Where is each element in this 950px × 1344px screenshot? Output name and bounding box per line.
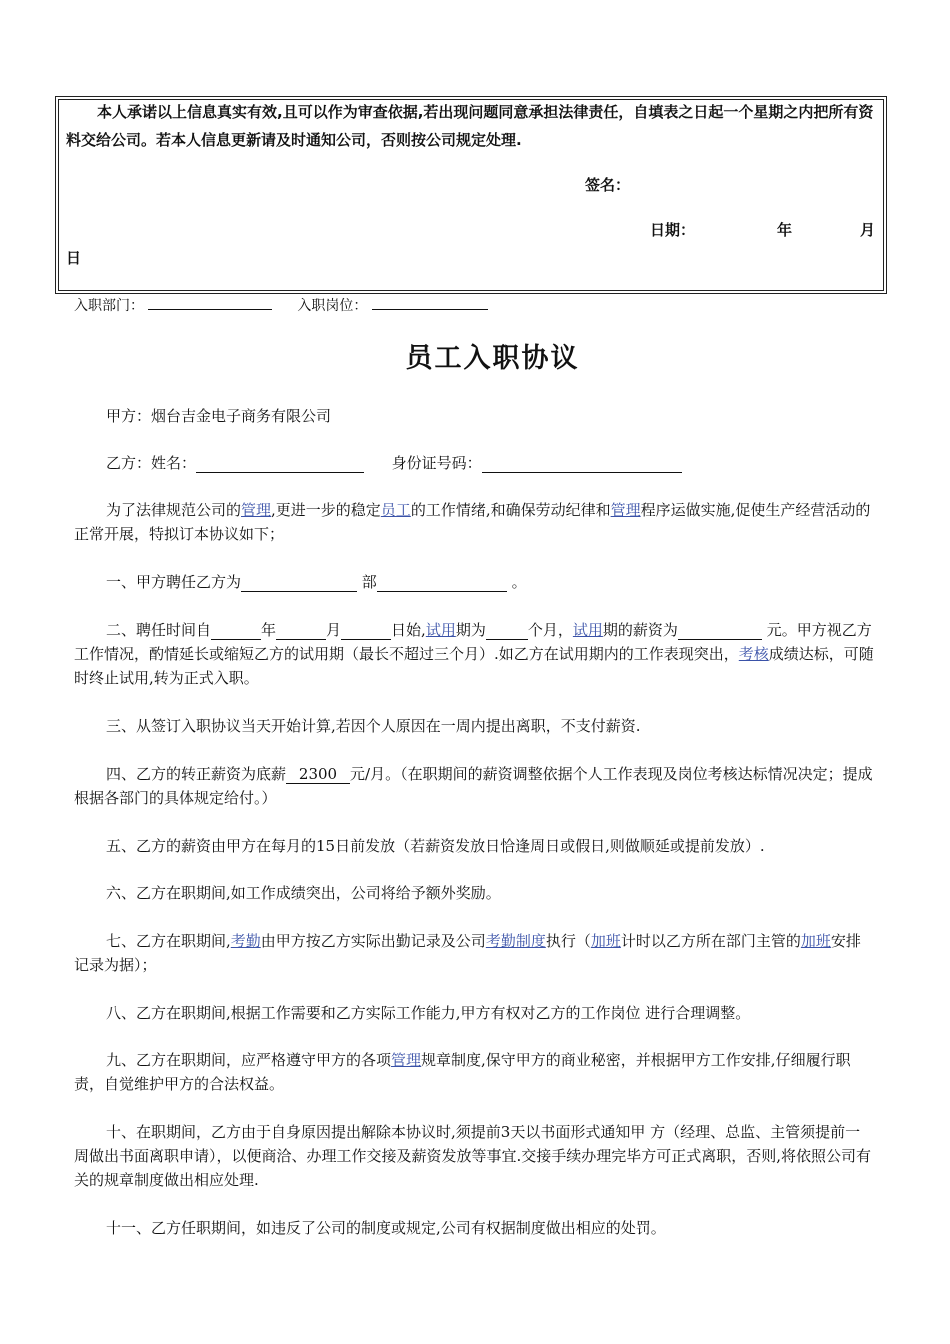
link-probation-1[interactable]: 试用 [425,621,456,639]
clause-4 [74,762,874,810]
clause-1-dept: 部 [361,573,377,591]
party-b [74,451,874,475]
intro-text-2: ,更进一步的稳定 [271,501,381,519]
clause-2-months-blank[interactable] [486,621,528,640]
link-attendance-policy[interactable]: 考勤制度 [485,932,546,950]
clause-4-text-b: 元/月。（在职期间的薪资调整依据个人工作表现及岗位考核达标情况决定；提成根据各部门的具体规定给付。） [74,765,873,807]
clause-2-text-b: 期为 [455,621,486,639]
clause-2-text-f: 成绩达标，可随时终止试用,转为正式入职。 [74,645,874,687]
clause-8: 八、乙方在职期间,根据工作需要和乙方实际工作能力,甲方有权对乙方的工作岗位 进行合理调整。 [106,1004,751,1022]
position-label: 入职岗位： [297,298,368,314]
link-management-3[interactable]: 管理 [391,1051,422,1069]
clause-2-salary-blank[interactable] [678,621,762,640]
clause-2-day: 日始, [391,621,426,639]
date-label: 日期： [650,221,696,239]
link-attendance[interactable]: 考勤 [230,932,261,950]
clause-4-salary[interactable]: 2300 [286,765,350,784]
clause-7-text-a: 七、乙方在职期间, [106,932,231,950]
link-management-1[interactable]: 管理 [241,501,272,519]
intro-text-3: 的工作情绪,和确保劳动纪律和 [410,501,611,519]
date-day-label: 日 [66,249,82,267]
clause-6: 六、乙方在职期间,如工作成绩突出，公司将给予额外奖励。 [106,884,501,902]
clause-9-text-b: 规章制度,保守甲方的商业秘密，并根据甲方工作安排,仔细履行职责，自觉维护甲方的合法权益。 [74,1051,851,1093]
clause-9 [74,1048,874,1096]
clause-9-text-a: 九、乙方在职期间，应严格遵守甲方的各项 [106,1051,392,1069]
clause-2-text-c: 个月， [527,621,573,639]
clause-2-year-blank[interactable] [211,621,261,640]
clause-1-text: 一、甲方聘任乙方为 [106,573,242,591]
intro-text-1: 为了法律规范公司的 [106,501,242,519]
dept-label: 入职部门： [74,298,144,314]
clause-2-text-e: 元。甲方视乙方工作情况，酌情延长或缩短乙方的试用期（最长不超过三个月）.如乙方在试用期内的工作表现突出， [74,621,872,663]
clause-2-day-blank[interactable] [341,621,391,640]
party-b-id-label: 身份证号码： [391,454,482,472]
clause-10: 十、在职期间，乙方由于自身原因提出解除本协议时,须提前3天以书面形式通知甲 方（经理、总监、主管须提前一周做出书面离职申请），以便商洽、办理工作交接及薪资发放等事宜.交接手续办理完毕方可正式离职，否则,将依照公司有关的规章制度做出相应处理. [74,1123,872,1189]
clause-11: 十一、乙方任职期间，如违反了公司的制度或规定,公司有权据制度做出相应的处罚。 [106,1219,666,1237]
clause-5: 五、乙方的薪资由甲方在每月的15日前发放（若薪资发放日恰逢周日或假日,则做顺延或提前发放）. [106,837,765,855]
id-blank[interactable] [482,454,682,473]
intro-text-4: 程序运做实施,促使生产经营活动的正常开展，特拟订本协议如下； [74,501,871,543]
clause-2-text-d: 期的薪资为 [602,621,678,639]
clause-7-text-b: 由甲方按乙方实际出勤记录及公司 [260,932,486,950]
dept-blank[interactable] [148,295,272,310]
page-title: 员工入职协议 [405,343,580,374]
position-blank[interactable] [372,295,488,310]
party-b-name-label: 乙方：姓名： [106,454,197,472]
dept-position-row [74,295,488,315]
clause-1 [74,570,874,594]
link-overtime-2[interactable]: 加班 [800,932,831,950]
clause-1-end: 。 [511,573,527,591]
clause-1-blank-1[interactable] [241,573,357,592]
clause-2 [74,618,874,690]
clause-2-year: 年 [261,621,277,639]
clause-7-text-c: 执行（ [545,932,591,950]
date-year-label: 年 [777,221,793,239]
clause-2-text-a: 二、聘任时间自 [106,621,212,639]
clause-2-month: 月 [326,621,342,639]
intro-paragraph [74,498,874,546]
link-management-2[interactable]: 管理 [610,501,641,519]
party-a: 甲方：烟台吉金电子商务有限公司 [106,407,332,425]
link-employee[interactable]: 员工 [380,501,411,519]
name-blank[interactable] [196,454,364,473]
clause-2-month-blank[interactable] [276,621,326,640]
clause-7-text-e: 安排记录为据）； [74,932,861,974]
clause-7 [74,929,874,977]
clause-7-text-d: 计时以乙方所在部门主管的 [620,932,801,950]
link-assessment[interactable]: 考核 [738,645,769,663]
clause-3: 三、从签订入职协议当天开始计算,若因个人原因在一周内提出离职，不支付薪资. [106,717,641,735]
link-overtime-1[interactable]: 加班 [590,932,621,950]
clause-1-blank-2[interactable] [377,573,507,592]
clause-4-text-a: 四、乙方的转正薪资为底薪 [106,765,287,783]
signature-label: 签名： [585,176,631,194]
pledge-text: 本人承诺以上信息真实有效,且可以作为审查依据,若出现问题同意承担法律责任，自填表之日起一个星期之内把所有资料交给公司。若本人信息更新请及时通知公司，否则按公司规定处理. [66,103,874,149]
link-probation-2[interactable]: 试用 [572,621,603,639]
date-month-label: 月 [860,221,876,239]
